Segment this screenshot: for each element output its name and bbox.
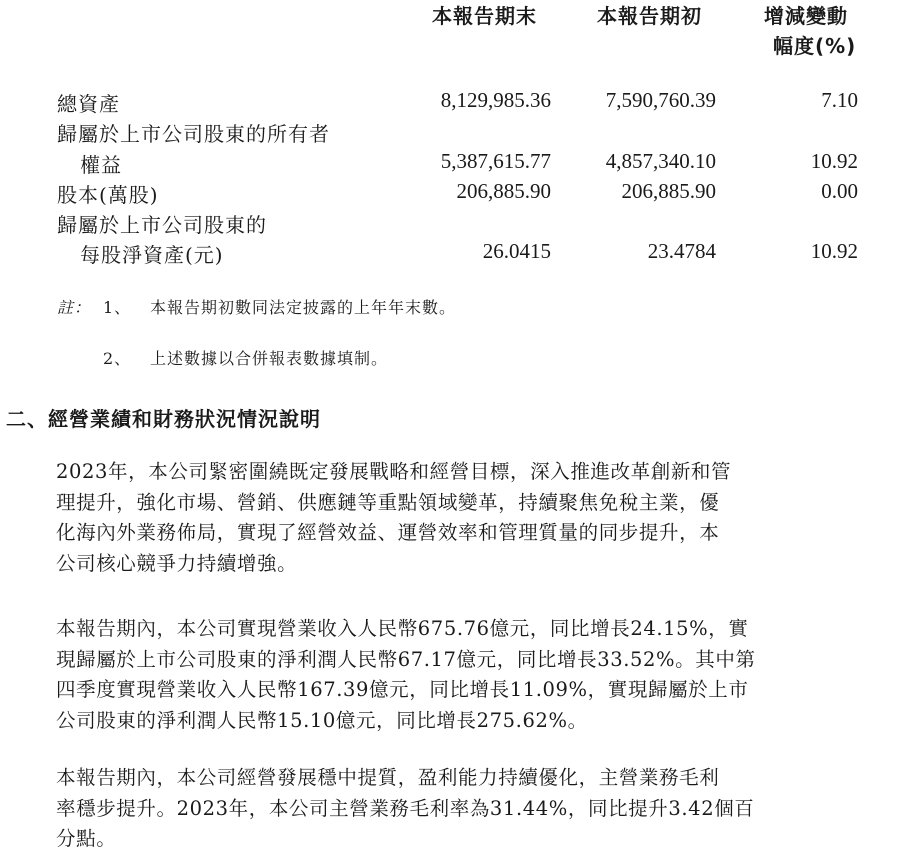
row-value-change: 0.00 xyxy=(821,179,858,203)
paragraph xyxy=(56,763,754,855)
paragraph-line: 公司股東的淨利潤人民幣15.10億元，同比增長275.62%。 xyxy=(56,708,588,732)
row-label-nav-line2: 每股淨資產(元) xyxy=(80,243,224,267)
paragraph-line: 公司核心競爭力持續增強。 xyxy=(56,551,298,575)
row-value-start: 4,857,340.10 xyxy=(605,149,716,173)
paragraph xyxy=(56,614,756,736)
row-value-end: 5,387,615.77 xyxy=(440,149,551,173)
row-value-start: 23.4784 xyxy=(647,239,716,263)
header-period-end: 本報告期末 xyxy=(432,4,537,28)
row-value-end: 26.0415 xyxy=(482,239,551,263)
header-change-line2: 幅度(%) xyxy=(773,34,857,58)
row-value-end: 206,885.90 xyxy=(456,179,551,203)
section-title: 二、經營業績和財務狀況情況說明 xyxy=(6,407,321,431)
paragraph-line: 分點。 xyxy=(56,827,117,850)
paragraph-line: 四季度實現營業收入人民幣167.39億元，同比增長11.09%，實現歸屬於上市 xyxy=(56,678,749,701)
row-label-equity-line2: 權益 xyxy=(80,153,122,177)
row-value-end: 8,129,985.36 xyxy=(440,88,551,112)
note-number: 1、 xyxy=(103,298,132,317)
header-change-line1: 增減變動 xyxy=(764,4,848,28)
notes-label: 註： xyxy=(57,298,92,317)
paragraph-line: 率穩步提升。2023年，本公司主營業務毛利率為31.44%，同比提升3.42個百 xyxy=(56,796,755,820)
row-value-start: 206,885.90 xyxy=(621,179,716,203)
paragraph-line: 2023年，本公司緊密圍繞既定發展戰略和經營目標，深入推進改革創新和管 xyxy=(56,460,732,483)
note-text: 上述數據以合併報表數據填制。 xyxy=(150,349,389,368)
note-text: 本報告期初數同法定披露的上年年末數。 xyxy=(150,298,457,317)
row-label-share-capital: 股本(萬股) xyxy=(57,183,159,207)
paragraph-line: 本報告期內，本公司實現營業收入人民幣675.76億元，同比增長24.15%，實 xyxy=(56,617,749,640)
paragraph-line: 化海內外業務佈局，實現了經營效益、運營效率和管理質量的同步提升，本 xyxy=(56,521,720,544)
paragraph xyxy=(56,457,731,579)
row-value-change: 10.92 xyxy=(810,239,858,263)
paragraph-line: 現歸屬於上市公司股東的淨利潤人民幣67.17億元，同比增長33.52%。其中第 xyxy=(56,647,756,671)
header-period-start: 本報告期初 xyxy=(597,4,702,28)
row-label-nav-line1: 歸屬於上市公司股東的 xyxy=(57,213,267,237)
row-label-total-assets: 總資產 xyxy=(57,92,120,116)
row-label-equity-line1: 歸屬於上市公司股東的所有者 xyxy=(57,122,330,146)
row-value-change: 7.10 xyxy=(821,88,858,112)
paragraph-line: 本報告期內，本公司經營發展穩中提質，盈利能力持續優化，主營業務毛利 xyxy=(56,766,720,789)
paragraph-line: 理提升，強化市場、營銷、供應鏈等重點領域變革，持續聚焦免稅主業，優 xyxy=(56,490,720,514)
row-value-change: 10.92 xyxy=(810,149,858,173)
row-value-start: 7,590,760.39 xyxy=(605,88,716,112)
note-number: 2、 xyxy=(103,349,132,368)
